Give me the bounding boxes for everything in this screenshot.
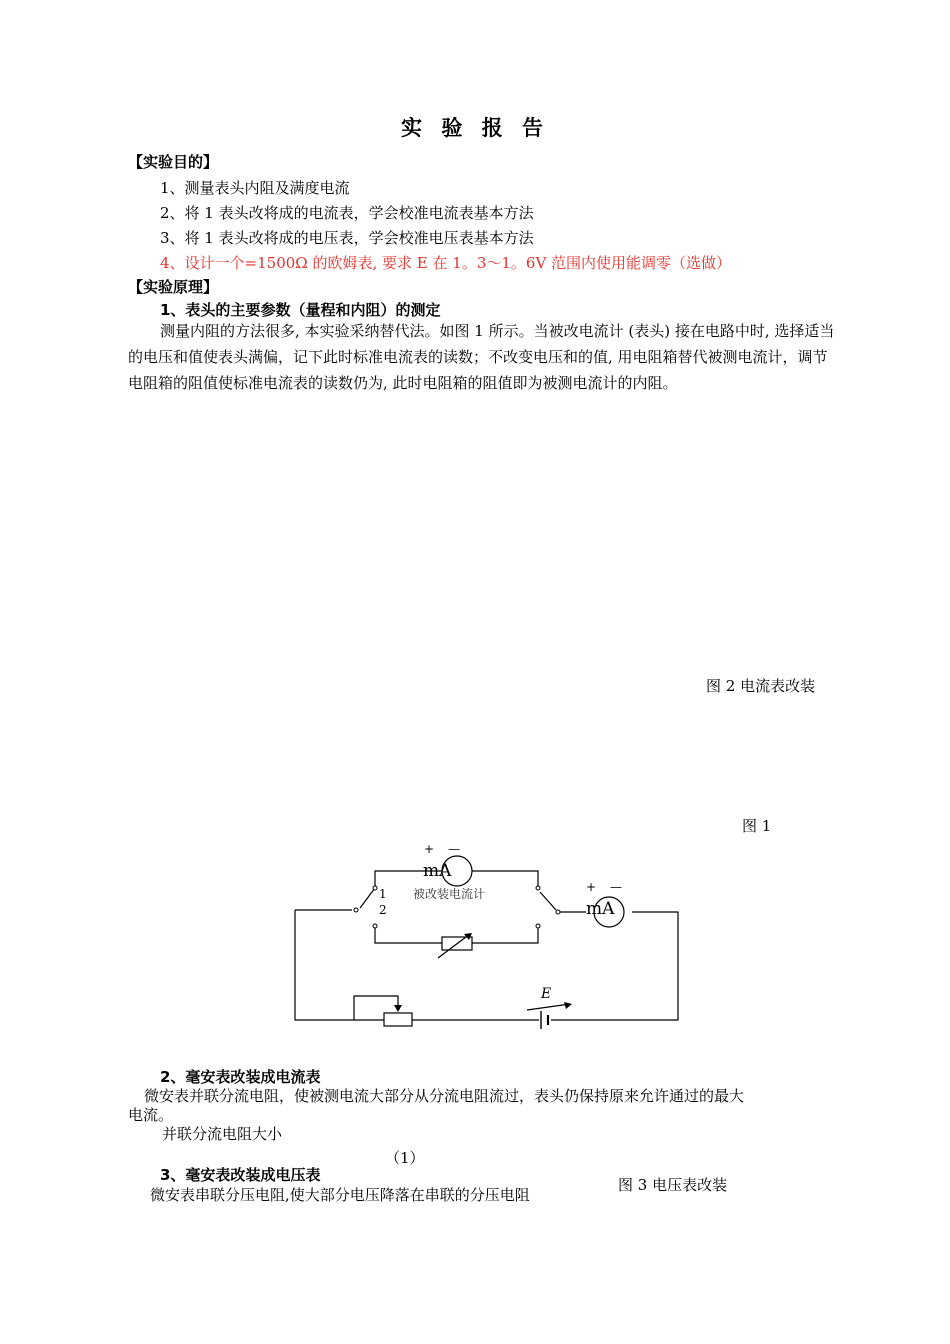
- purpose-item-3: 3、将 1 表头改将成的电压表，学会校准电压表基本方法: [160, 229, 534, 247]
- rheostat-slider-arrowhead: [394, 1005, 402, 1012]
- switch-contact-2: [373, 924, 377, 928]
- battery-label: E: [541, 986, 552, 1002]
- right-switch-pivot: [556, 910, 560, 914]
- switch-contact-1: [373, 886, 377, 890]
- meter2-plus-sign: +: [586, 880, 597, 894]
- meter2-label: mA: [586, 899, 615, 919]
- paragraph-shunt-line-1: 微安表并联分流电阻，使被测电流大部分从分流电阻流过，表头仍保持原来允许通过的最大: [144, 1087, 745, 1105]
- purpose-item-1: 1、测量表头内阻及满度电流: [160, 179, 350, 197]
- paragraph-shunt-line-2: 电流。: [128, 1106, 174, 1124]
- left-switch-pivot: [354, 908, 358, 912]
- switch-position-1: 1: [379, 887, 387, 901]
- meter1-label: mA: [423, 861, 452, 881]
- wire-box-left: [375, 926, 442, 943]
- subheading-current-meter: 2、毫安表改装成电流表: [160, 1068, 321, 1086]
- right-contact-bottom: [536, 924, 540, 928]
- wire-top-right: [472, 871, 538, 888]
- subheading-voltage-meter: 3、毫安表改装成电压表: [160, 1166, 321, 1184]
- meter1-plus-sign: +: [424, 842, 435, 856]
- switch-position-2: 2: [379, 903, 387, 917]
- figure-1-circuit: [280, 830, 700, 1040]
- figure-1-caption: 图 1: [742, 817, 772, 835]
- rheostat: [384, 1013, 412, 1026]
- paragraph-series-resistance: 微安表串联分压电阻,使大部分电压降落在串联的分压电阻: [150, 1186, 530, 1204]
- purpose-item-2: 2、将 1 表头改将成的电流表，学会校准电流表基本方法: [160, 204, 534, 222]
- meter1-minus-sign: —: [448, 842, 460, 856]
- page-title: 实 验 报 告: [401, 116, 549, 140]
- equation-number: （1）: [385, 1149, 425, 1167]
- battery-variable-arrow: [527, 1004, 570, 1010]
- paragraph-shunt-resistance: 并联分流电阻大小: [162, 1125, 283, 1143]
- outer-wire: [295, 910, 678, 1020]
- figure-3-caption: 图 3 电压表改装: [618, 1176, 728, 1194]
- right-switch-blade: [540, 892, 556, 910]
- galvanometer-label: 被改装电流计: [413, 887, 486, 901]
- paragraph-substitution-method: 测量内阻的方法很多, 本实验采纳替代法。如图 1 所示。当被改电流计 (表头) 接在电路中时, 选择适当的电压和值使表头满偏，记下此时标准电流表的读数；不改变电压和的值, 用电阻箱替代被测电流计，调节电阻箱的阻值使标准电流表的读数仍为, 此时电阻箱的阻值即为被测电流计的内阻。: [128, 322, 835, 392]
- figure-2-caption: 图 2 电流表改装: [706, 677, 816, 695]
- left-switch-blade: [360, 888, 375, 908]
- section-heading-purpose: 【实验目的】: [128, 153, 219, 171]
- subheading-meter-params: 1、表头的主要参数（量程和内阻）的测定: [160, 301, 441, 319]
- meter2-minus-sign: —: [610, 880, 622, 894]
- section-heading-principle: 【实验原理】: [128, 278, 219, 296]
- right-contact-top: [536, 886, 540, 890]
- purpose-item-4: 4、设计一个=1500Ω 的欧姆表, 要求 E 在 1。3～1。6V 范围内使用能调零（选做）: [160, 254, 732, 272]
- wire-box-right: [472, 926, 538, 943]
- battery-arrowhead: [564, 1002, 572, 1009]
